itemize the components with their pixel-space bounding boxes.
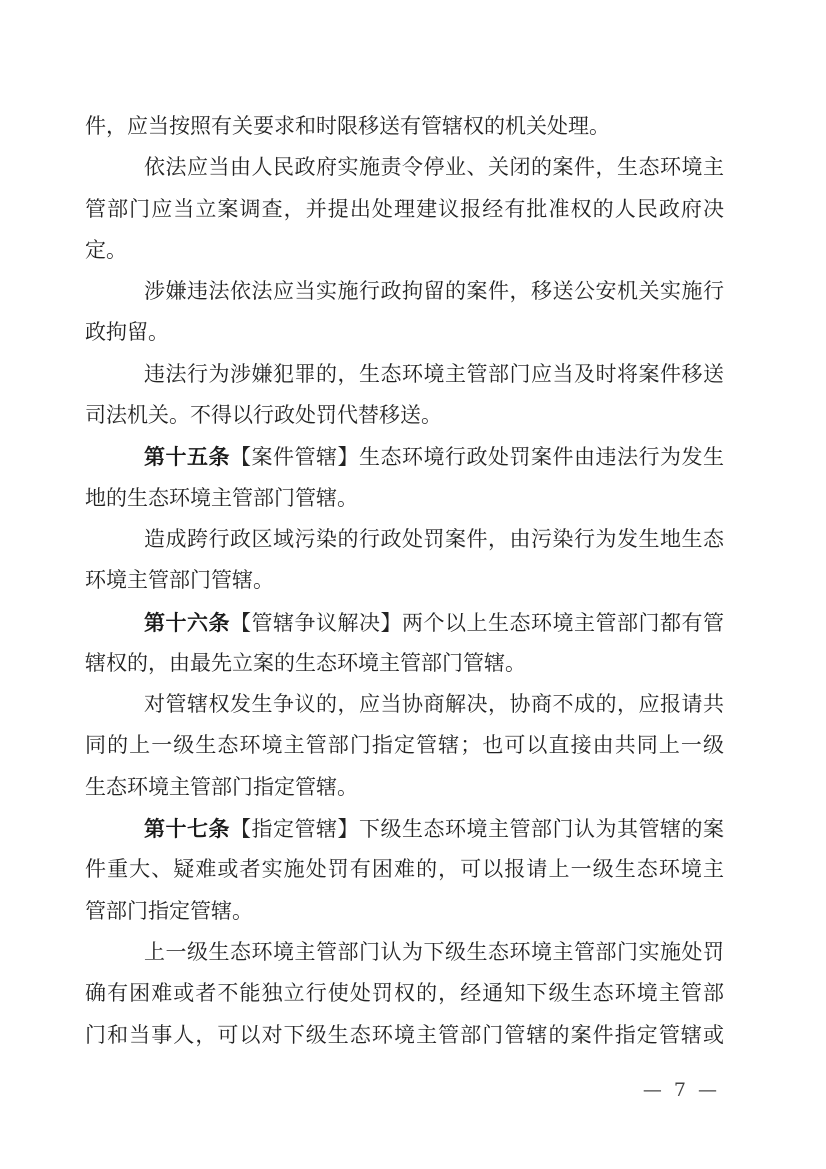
text-run: 环境主管部门管辖。 (85, 568, 274, 593)
text-run: 依法应当由人民政府实施责令停业、关闭的案件，生态环境主 (144, 155, 724, 180)
text-line (85, 602, 724, 643)
paragraph (85, 106, 724, 147)
text-line (85, 147, 724, 188)
paragraph (85, 271, 724, 354)
text-line (85, 767, 724, 808)
document-body (85, 106, 724, 1056)
text-line (85, 560, 724, 601)
paragraph (85, 808, 724, 932)
paragraph (85, 147, 724, 271)
text-run: 涉嫌违法依法应当实施行政拘留的案件，移送公安机关实施行 (144, 279, 724, 304)
text-line (85, 643, 724, 684)
paragraph (85, 436, 724, 519)
text-run: 上一级生态环境主管部门认为下级生态环境主管部门实施处罚 (144, 939, 724, 964)
text-line (85, 1015, 724, 1056)
text-run: 门和当事人，可以对下级生态环境主管部门管辖的案件指定管辖或 (85, 1022, 724, 1047)
text-line (85, 271, 724, 312)
paragraph (85, 684, 724, 808)
text-run: 造成跨行政区域污染的行政处罚案件，由污染行为发生地生态 (144, 526, 724, 551)
text-run: 件，应当按照有关要求和时限移送有管辖权的机关处理。 (85, 114, 610, 138)
text-run: 违法行为涉嫌犯罪的，生态环境主管部门应当及时将案件移送 (144, 361, 724, 386)
text-line (85, 106, 724, 147)
text-run: 地的生态环境主管部门管辖。 (85, 485, 358, 510)
text-line (85, 189, 724, 230)
paragraph (85, 602, 724, 685)
text-run: 辖权的，由最先立案的生态环境主管部门管辖。 (85, 650, 526, 675)
text-run: 件重大、疑难或者实施处罚有困难的，可以报请上一级生态环境主 (85, 857, 724, 882)
page-footer (643, 1077, 720, 1103)
text-line (85, 395, 724, 436)
paragraph (85, 932, 724, 1056)
page-number: — 7 — (642, 1079, 720, 1101)
text-line (85, 312, 724, 353)
text-run: 对管辖权发生争议的，应当协商解决，协商不成的，应报请共 (144, 692, 724, 717)
article-number: 第十七条 (144, 816, 230, 842)
text-run: 司法机关。不得以行政处罚代替移送。 (85, 403, 442, 428)
text-run: 政拘留。 (85, 320, 169, 345)
text-run: 管部门应当立案调查，并提出处理建议报经有批准权的人民政府决 (85, 196, 724, 221)
text-run: 【指定管辖】下级生态环境主管部门认为其管辖的案 (230, 817, 724, 842)
text-run: 管部门指定管辖。 (85, 898, 253, 923)
paragraph (85, 354, 724, 437)
text-line (85, 684, 724, 725)
text-line (85, 230, 724, 271)
text-run: 生态环境主管部门指定管辖。 (85, 774, 358, 799)
text-line (85, 973, 724, 1014)
text-line (85, 478, 724, 519)
text-line (85, 725, 724, 766)
text-line (85, 808, 724, 849)
text-line (85, 354, 724, 395)
text-line (85, 891, 724, 932)
text-run: 同的上一级生态环境主管部门指定管辖；也可以直接由共同上一级 (85, 733, 724, 758)
article-number: 第十五条 (144, 444, 230, 470)
text-line (85, 436, 724, 477)
text-run: 【管辖争议解决】两个以上生态环境主管部门都有管 (230, 610, 724, 635)
paragraph (85, 519, 724, 602)
text-line (85, 932, 724, 973)
text-line (85, 519, 724, 560)
text-run: 【案件管辖】生态环境行政处罚案件由违法行为发生 (230, 445, 724, 470)
text-run: 确有困难或者不能独立行使处罚权的，经通知下级生态环境主管部 (85, 981, 724, 1006)
text-run: 定。 (85, 237, 127, 262)
text-line (85, 849, 724, 890)
article-number: 第十六条 (144, 609, 230, 635)
